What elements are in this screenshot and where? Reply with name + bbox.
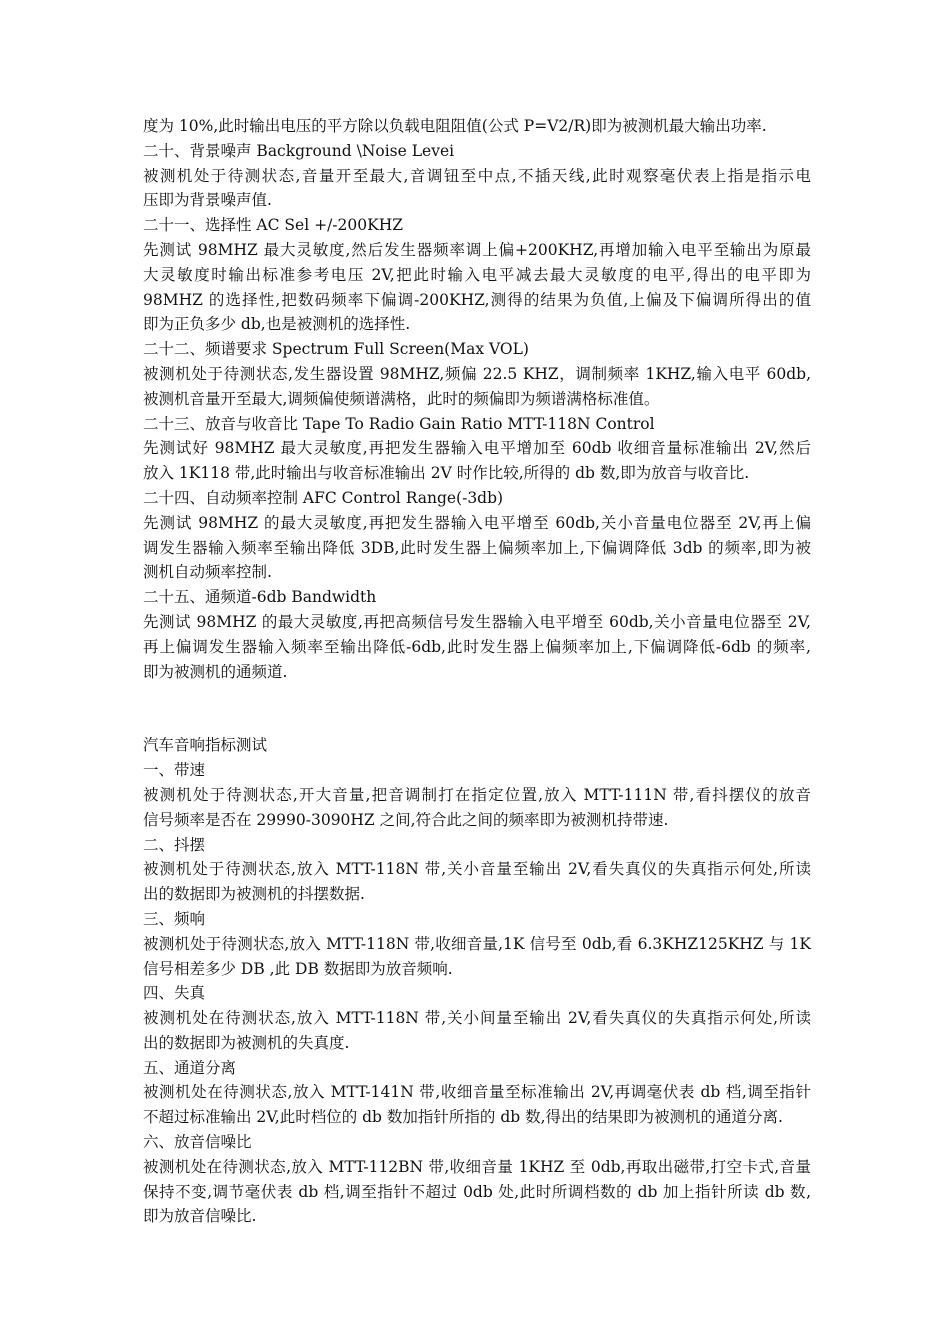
paragraph-line: 调发生器输入频率至输出降低 3DB,此时发生器上偏频率加上,下偏调降低 3db 的频率,即为被 — [143, 538, 811, 557]
paragraph-line: 压即为背景噪声值. — [143, 191, 272, 210]
section-gap — [143, 684, 811, 733]
paragraph-line: 保持不变,调节毫伏表 db 档,调至指针不超过 0db 处,此时所调档数的 db 加上指针所读 db 数, — [143, 1182, 811, 1201]
paragraph-line: 先测试 98MHZ 的最大灵敏度,再把发生器输入电平增至 60db,关小音量电位器至 2V,再上偏 — [143, 513, 811, 532]
paragraph-line: 信号频率是否在 29990-3090HZ 之间,符合此之间的频率即为被测机持带速. — [143, 810, 669, 829]
section-heading: 三、频响 — [143, 909, 206, 928]
paragraph-line: 被测机音量开至最大,调频偏使频谱满格，此时的频偏即为频谱满格标准值。 — [143, 389, 660, 408]
section-heading: 二十、背景噪声 Background \Noise Levei — [143, 141, 455, 160]
paragraph-line: 即为正负多少 db,也是被测机的选择性. — [143, 315, 411, 334]
paragraph-line: 先测试 98MHZ 最大灵敏度,然后发生器频率调上偏+200KHZ,再增加输入电平至输出为原最 — [143, 240, 811, 259]
paragraph-line: 即为放音信噪比. — [143, 1207, 257, 1226]
paragraph — [143, 857, 811, 907]
paragraph-line: 被测机处于待测状态,音量开至最大,音调钮至中点,不插天线,此时观察毫伏表上指是指示电 — [143, 166, 811, 185]
section-heading: 二十五、通频道-6db Bandwidth — [143, 588, 377, 607]
paragraph-line: 大灵敏度时输出标准参考电压 2V,把此时输入电平减去最大灵敏度的电平,得出的电平即为 — [143, 265, 811, 284]
section-heading: 二十一、选择性 AC Sel +/-200KHZ — [143, 216, 403, 235]
section-heading: 六、放音信噪比 — [143, 1133, 252, 1152]
section-heading: 二十二、频谱要求 Spectrum Full Screen(Max VOL) — [143, 340, 529, 359]
paragraph — [143, 164, 811, 214]
paragraph-line: 先测试 98MHZ 的最大灵敏度,再把高频信号发生器输入电平增至 60db,关小音量电位器至 2V, — [143, 612, 811, 631]
section-heading: 二、抖摆 — [143, 835, 206, 854]
paragraph-line: 不超过标准输出 2V,此时档位的 db 数加指针所指的 db 数,得出的结果即为被测机的通道分离. — [143, 1108, 783, 1127]
paragraph — [143, 1006, 811, 1056]
paragraph — [143, 238, 811, 337]
paragraph-line: 先测试好 98MHZ 最大灵敏度,再把发生器输入电平增加至 60db 收细音量标准输出 2V,然后 — [143, 439, 811, 458]
paragraph-line: 测机自动频率控制. — [143, 563, 272, 582]
paragraph-line: 出的数据即为被测机的失真度. — [143, 1033, 350, 1052]
section-heading: 四、失真 — [143, 984, 206, 1003]
paragraph-line: 度为 10%,此时输出电压的平方除以负载电阻阻值(公式 P=V2/R)即为被测机最大输出功率. — [143, 117, 767, 135]
paragraph — [143, 511, 811, 585]
document-page — [143, 114, 811, 1229]
paragraph-line: 信号相差多少 DB ,此 DB 数据即为放音频响. — [143, 959, 453, 978]
paragraph — [143, 436, 811, 486]
paragraph — [143, 1155, 811, 1229]
paragraph-line: 98MHZ 的选择性,把数码频率下偏调-200KHZ,测得的结果为负值,上偏及下偏调所得出的值 — [143, 290, 811, 309]
paragraph — [143, 114, 811, 139]
section-heading: 一、带速 — [143, 761, 206, 780]
paragraph — [143, 932, 811, 982]
paragraph-line: 再上偏调发生器输入频率至输出降低-6db,此时发生器上偏频率加上,下偏调降低-6db 的频率, — [143, 637, 811, 656]
section-heading: 汽车音响指标测试 — [143, 736, 268, 755]
section-heading: 二十三、放音与收音比 Tape To Radio Gain Ratio MTT-118N Control — [143, 414, 655, 433]
section-heading: 五、通道分离 — [143, 1058, 237, 1077]
paragraph — [143, 783, 811, 833]
paragraph-line: 被测机处于待测状态,放入 MTT-118N 带,收细音量,1K 信号至 0db,看 6.3KHZ125KHZ 与 1K — [143, 934, 811, 953]
paragraph-line: 出的数据即为被测机的抖摆数据. — [143, 885, 365, 904]
paragraph — [143, 1080, 811, 1130]
paragraph-line: 被测机处于待测状态,放入 MTT-118N 带,关小音量至输出 2V,看失真仪的失真指示何处,所读 — [143, 860, 811, 879]
paragraph-line: 被测机处在待测状态,放入 MTT-118N 带,关小间量至输出 2V,看失真仪的失真指示何处,所读 — [143, 1009, 811, 1028]
paragraph-line: 被测机处在待测状态,放入 MTT-112BN 带,收细音量 1KHZ 至 0db,再取出磁带,打空卡式,音量 — [143, 1157, 811, 1176]
paragraph — [143, 610, 811, 684]
paragraph-line: 被测机处于待测状态,发生器设置 98MHZ,频偏 22.5 KHZ，调制频率 1KHZ,输入电平 60db, — [143, 364, 811, 383]
paragraph-line: 被测机处在待测状态,放入 MTT-141N 带,收细音量至标准输出 2V,再调毫伏表 db 档,调至指针 — [143, 1083, 811, 1102]
paragraph-line: 即为被测机的通频道. — [143, 662, 288, 681]
paragraph — [143, 362, 811, 412]
paragraph-line: 放入 1K118 带,此时输出与收音标准输出 2V 时作比较,所得的 db 数,即为放音与收音比. — [143, 464, 750, 483]
paragraph-line: 被测机处于待测状态,开大音量,把音调制打在指定位置,放入 MTT-111N 带,看抖摆仪的放音 — [143, 785, 811, 804]
section-heading: 二十四、自动频率控制 AFC Control Range(-3db) — [143, 488, 504, 507]
